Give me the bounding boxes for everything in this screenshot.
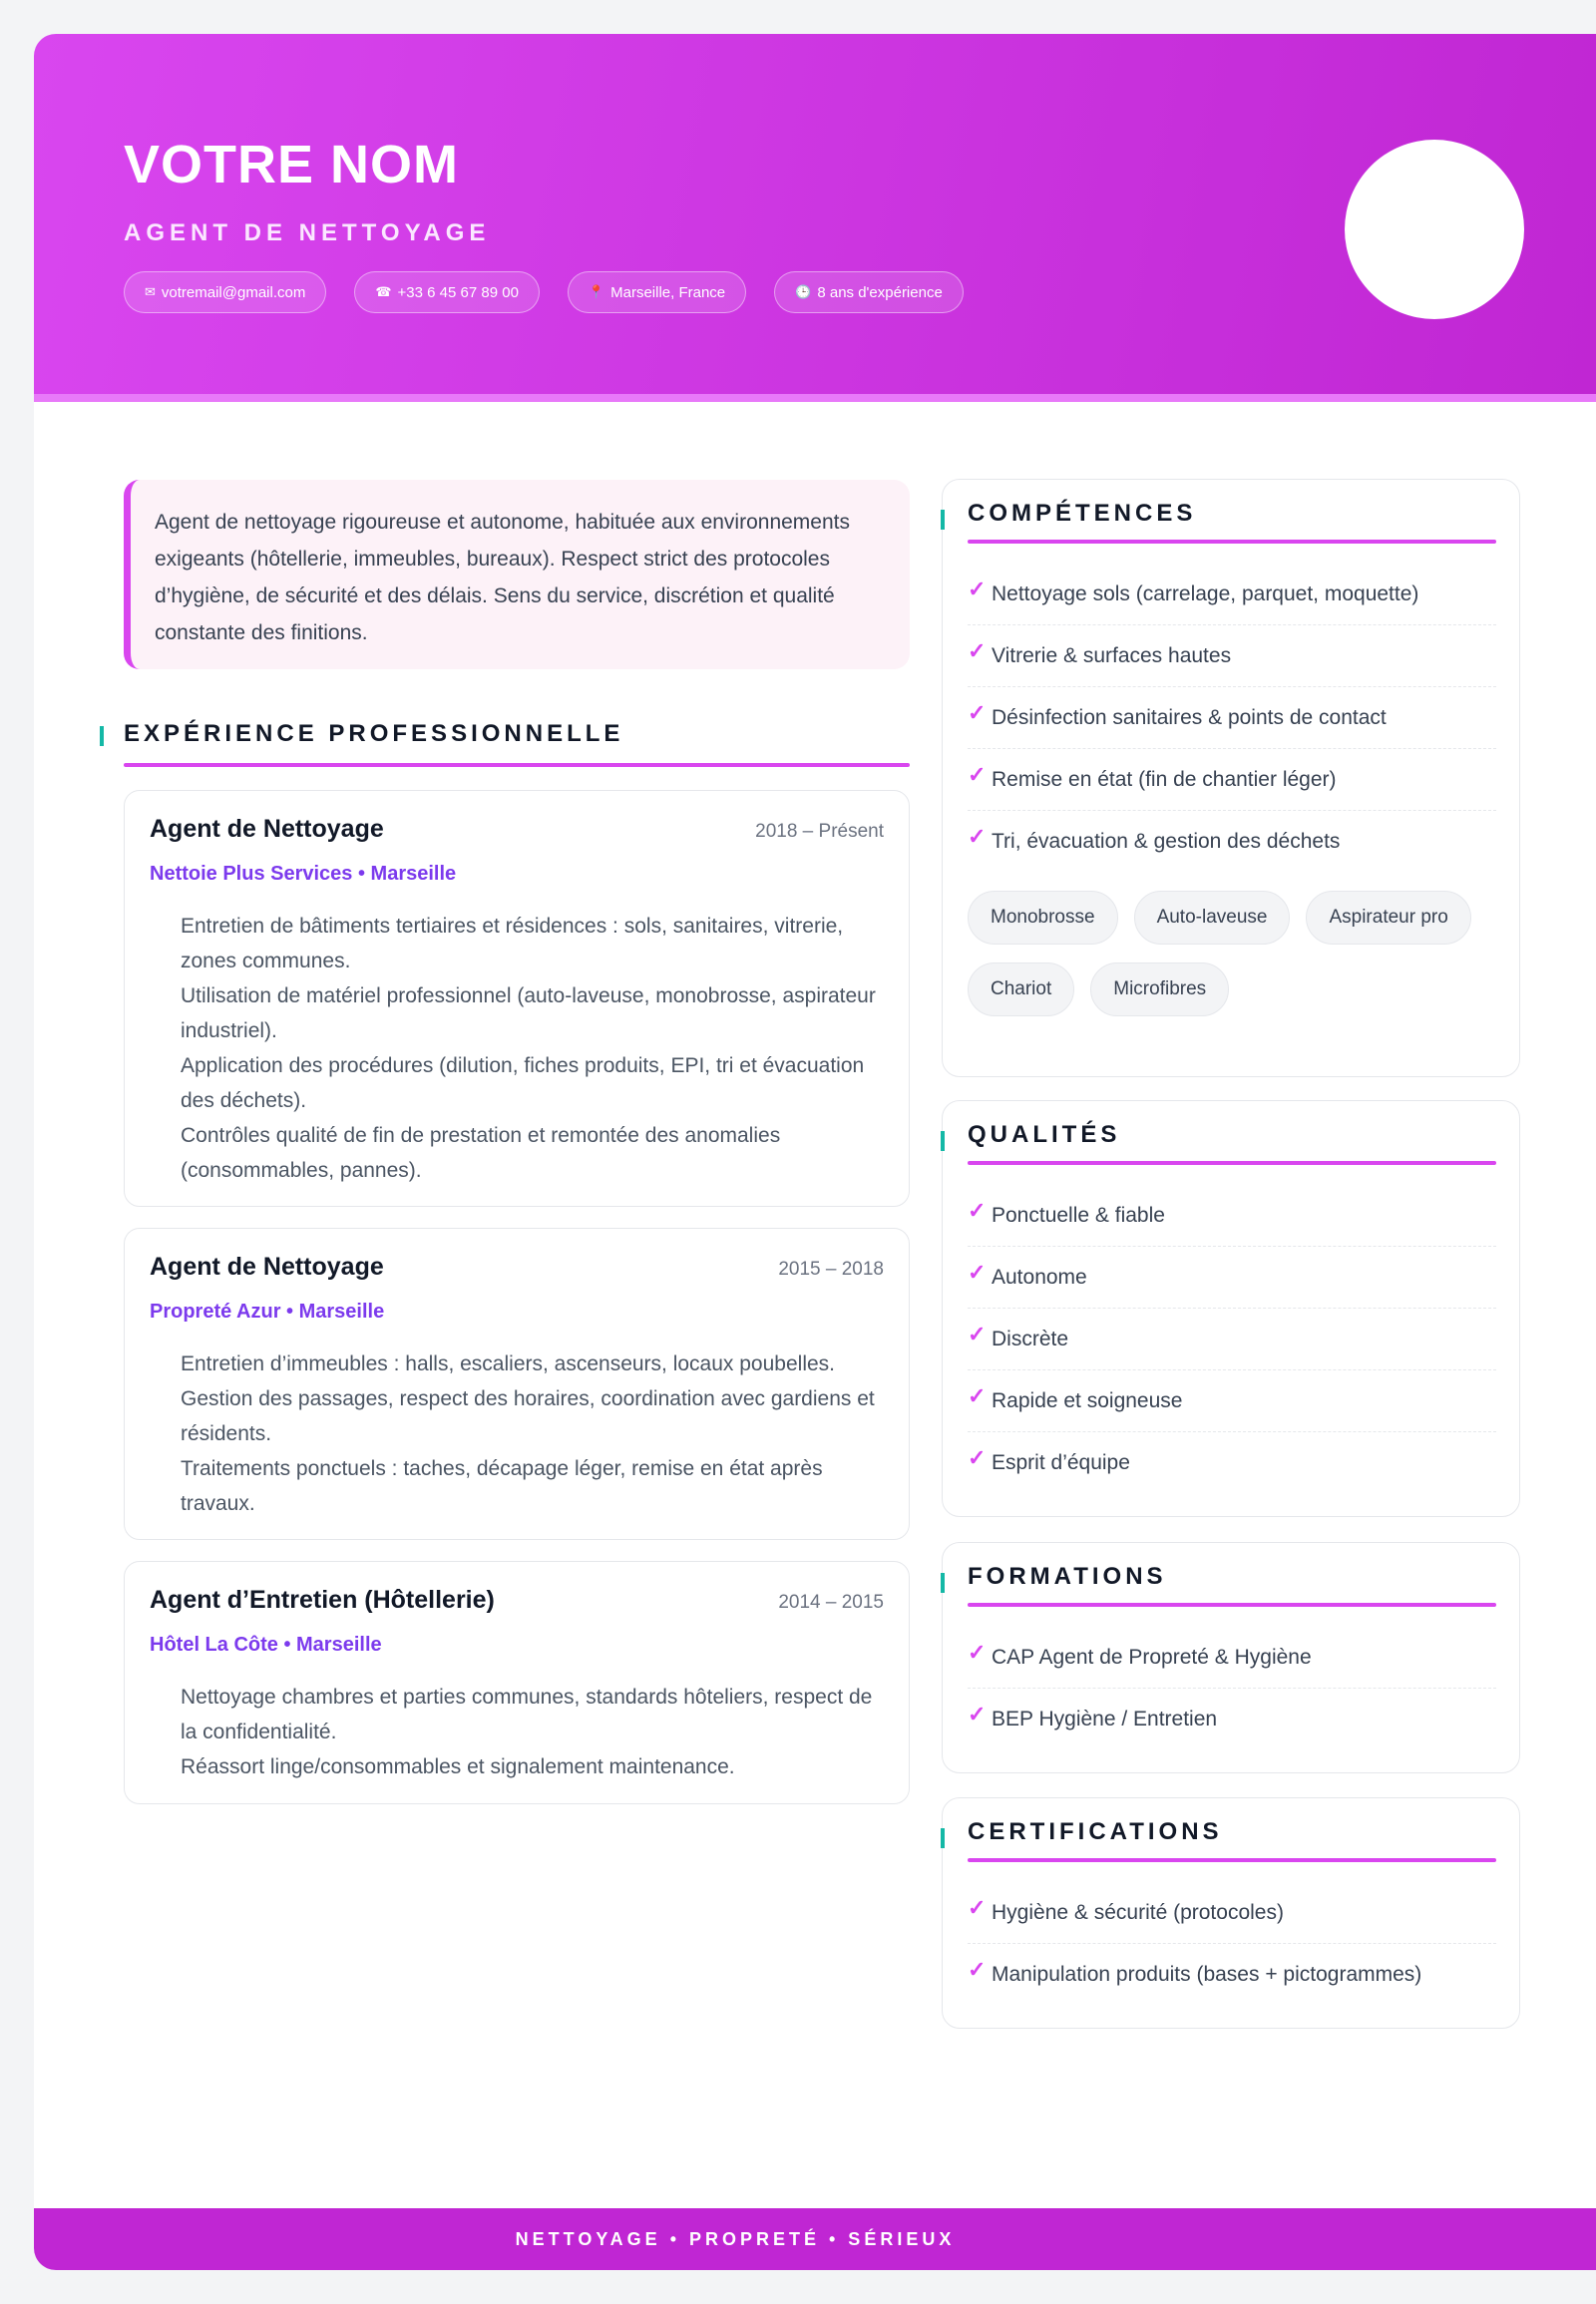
resume-header — [34, 34, 1596, 394]
contact-location — [568, 271, 746, 313]
email-text: votremail@gmail.com — [161, 283, 306, 301]
item-text: Tri, évacuation & gestion des déchets — [992, 830, 1341, 853]
list-item — [968, 1370, 1496, 1432]
check-icon: ✓ — [968, 1259, 987, 1285]
formations-list — [968, 1627, 1496, 1750]
section-marker — [941, 1828, 945, 1848]
section-underline — [968, 540, 1496, 544]
job-task: Entretien d’immeubles : halls, escaliers, ascenseurs, locaux poubelles. — [181, 1352, 835, 1375]
job-task: Contrôles qualité de fin de prestation et remontée des anomalies (consommables, pannes). — [181, 1124, 781, 1182]
tool-tags — [968, 891, 1506, 1016]
list-item — [968, 1882, 1496, 1944]
list-item — [968, 1432, 1496, 1494]
job-task: Réassort linge/consommables et signalement maintenance. — [181, 1755, 735, 1778]
check-icon: ✓ — [968, 1894, 987, 1920]
item-text: Désinfection sanitaires & points de contact — [992, 705, 1387, 729]
resume-page — [34, 34, 1596, 2270]
contact-experience — [774, 271, 964, 313]
job-dates: 2015 – 2018 — [778, 1259, 884, 1280]
experience-section-title — [124, 720, 623, 748]
check-icon: ✓ — [968, 1382, 987, 1408]
item-text: Nettoyage sols (carrelage, parquet, moquette) — [992, 581, 1419, 605]
check-icon: ✓ — [968, 824, 987, 849]
job-description — [181, 1346, 889, 1521]
list-item — [968, 1309, 1496, 1370]
job-task: Application des procédures (dilution, fiches produits, EPI, tri et évacuation des déchets). — [181, 1054, 865, 1112]
check-icon: ✓ — [968, 1702, 987, 1727]
job-title: Agent d’Entretien (Hôtellerie) — [150, 1586, 495, 1614]
list-item — [968, 1689, 1496, 1750]
check-icon: ✓ — [968, 761, 987, 787]
item-text: Remise en état (fin de chantier léger) — [992, 767, 1337, 791]
check-icon: ✓ — [968, 576, 987, 601]
job-title: Agent de Nettoyage — [150, 815, 384, 843]
contact-chips — [124, 271, 964, 313]
competences-list — [968, 564, 1496, 873]
item-text: BEP Hygiène / Entretien — [992, 1708, 1218, 1730]
contact-email[interactable] — [124, 271, 326, 313]
check-icon: ✓ — [968, 1445, 987, 1470]
job-task: Utilisation de matériel professionnel (auto-laveuse, monobrosse, aspirateur industriel). — [181, 984, 876, 1042]
experience-text: 8 ans d'expérience — [817, 283, 943, 301]
phone-icon: ☎ — [375, 284, 392, 299]
qualites-card — [942, 1100, 1520, 1517]
job-title: Agent de Nettoyage — [150, 1253, 384, 1281]
job-description — [181, 909, 889, 1188]
list-item — [968, 1944, 1496, 2006]
job-task: Traitements ponctuels : taches, décapage léger, remise en état après travaux. — [181, 1457, 823, 1515]
competences-title: COMPÉTENCES — [968, 500, 1197, 527]
section-marker — [941, 1131, 945, 1151]
item-text: Manipulation produits (bases + pictogrammes) — [992, 1963, 1422, 1986]
job-company: Nettoie Plus Services • Marseille — [150, 863, 457, 885]
experience-title-text: EXPÉRIENCE PROFESSIONNELLE — [124, 720, 624, 747]
job-company: Hôtel La Côte • Marseille — [150, 1634, 382, 1656]
certifications-card — [942, 1797, 1520, 2029]
tag-aspirateur-pro: Aspirateur pro — [1306, 891, 1470, 945]
job-role: AGENT DE NETTOYAGE — [124, 219, 491, 246]
profile-photo — [1345, 140, 1524, 319]
section-underline — [124, 763, 910, 767]
check-icon: ✓ — [968, 1321, 987, 1346]
certifications-title: CERTIFICATIONS — [968, 1818, 1223, 1845]
item-text: Discrète — [992, 1327, 1069, 1350]
check-icon: ✓ — [968, 637, 987, 663]
check-icon: ✓ — [968, 699, 987, 725]
item-text: CAP Agent de Propreté & Hygiène — [992, 1645, 1312, 1669]
section-marker — [941, 1573, 945, 1593]
contact-phone[interactable] — [354, 271, 540, 313]
formations-title: FORMATIONS — [968, 1563, 1167, 1590]
job-dates: 2014 – 2015 — [778, 1592, 884, 1613]
job-card — [124, 790, 910, 1207]
candidate-name: VOTRE NOM — [124, 135, 460, 194]
tag-monobrosse: Monobrosse — [968, 891, 1118, 945]
location-pin-icon: 📍 — [588, 284, 605, 299]
list-item — [968, 687, 1496, 749]
qualites-list — [968, 1185, 1496, 1494]
list-item — [968, 1627, 1496, 1689]
list-item — [968, 1247, 1496, 1309]
item-text: Vitrerie & surfaces hautes — [992, 643, 1232, 667]
list-item — [968, 1185, 1496, 1247]
list-item — [968, 564, 1496, 625]
profile-summary: Agent de nettoyage rigoureuse et autonome, habituée aux environnements exigeants (hôtellerie, immeubles, bureaux). Respect strict des protocoles d’hygiène, de sécurité et des délais. Sens du service, discrétion et qualité constante des finitions. — [124, 480, 910, 669]
job-card — [124, 1561, 910, 1804]
header-divider — [34, 394, 1596, 402]
check-icon: ✓ — [968, 1957, 987, 1982]
envelope-icon: ✉ — [145, 284, 156, 299]
section-underline — [968, 1603, 1496, 1607]
job-company: Propreté Azur • Marseille — [150, 1301, 385, 1323]
job-task: Gestion des passages, respect des horaires, coordination avec gardiens et résidents. — [181, 1387, 875, 1445]
section-underline — [968, 1858, 1496, 1862]
location-text: Marseille, France — [610, 283, 726, 301]
formations-card — [942, 1542, 1520, 1773]
footer-banner: NETTOYAGE • PROPRETÉ • SÉRIEUX — [34, 2208, 1596, 2270]
certifications-list — [968, 1882, 1496, 2006]
phone-text: +33 6 45 67 89 00 — [397, 283, 519, 301]
item-text: Esprit d’équipe — [992, 1451, 1130, 1474]
job-dates: 2018 – Présent — [755, 821, 884, 842]
item-text: Autonome — [992, 1265, 1087, 1289]
tag-microfibres: Microfibres — [1090, 962, 1229, 1016]
section-marker — [100, 726, 104, 746]
clock-icon: 🕒 — [795, 284, 812, 299]
list-item — [968, 811, 1496, 873]
job-task: Entretien de bâtiments tertiaires et résidences : sols, sanitaires, vitrerie, zones communes. — [181, 915, 844, 972]
item-text: Ponctuelle & fiable — [992, 1203, 1165, 1227]
qualites-title: QUALITÉS — [968, 1121, 1121, 1148]
check-icon: ✓ — [968, 1197, 987, 1223]
job-description — [181, 1680, 889, 1784]
job-task: Nettoyage chambres et parties communes, standards hôteliers, respect de la confidentialité. — [181, 1686, 873, 1743]
job-card — [124, 1228, 910, 1540]
list-item — [968, 749, 1496, 811]
item-text: Rapide et soigneuse — [992, 1388, 1183, 1412]
tag-chariot: Chariot — [968, 962, 1074, 1016]
competences-card — [942, 479, 1520, 1077]
section-underline — [968, 1161, 1496, 1165]
list-item — [968, 625, 1496, 687]
item-text: Hygiène & sécurité (protocoles) — [992, 1900, 1284, 1924]
check-icon: ✓ — [968, 1639, 987, 1665]
tag-auto-laveuse: Auto-laveuse — [1134, 891, 1291, 945]
section-marker — [941, 510, 945, 530]
